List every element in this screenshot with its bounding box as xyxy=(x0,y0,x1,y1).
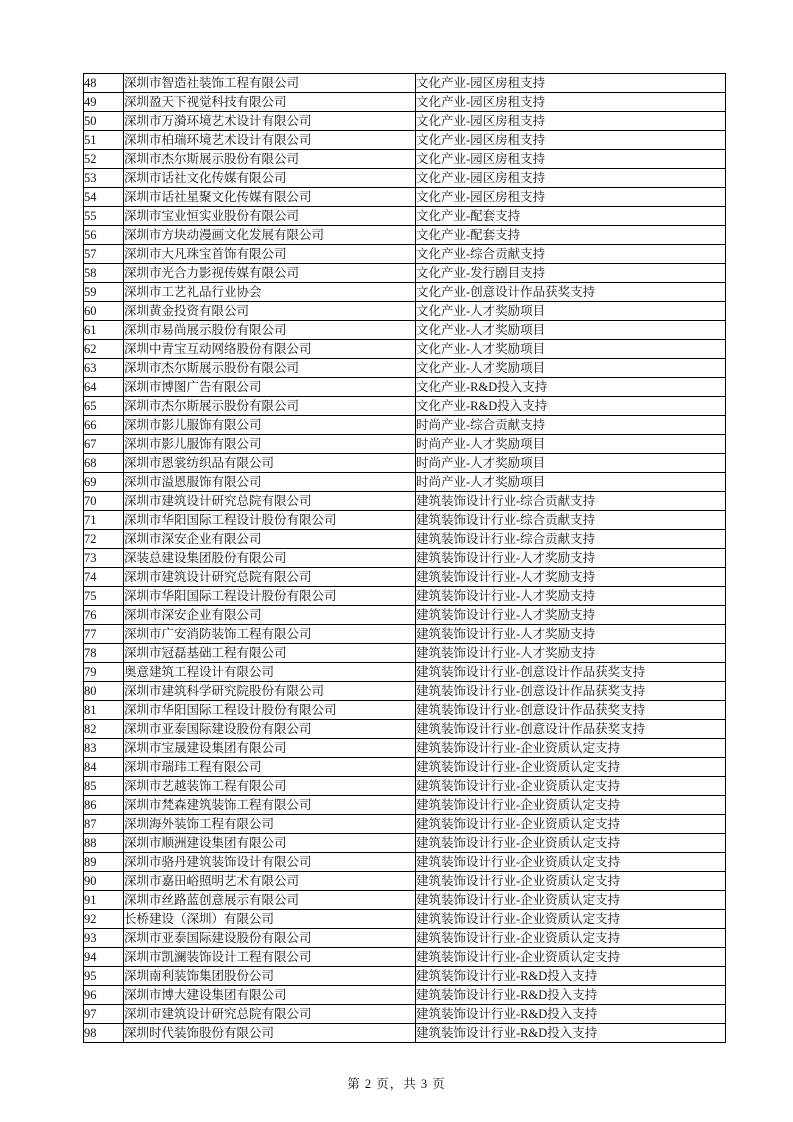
company-name-cell: 奥意建筑工程设计有限公司 xyxy=(124,663,416,682)
support-category-cell: 建筑装饰设计行业-R&D投入支持 xyxy=(416,967,726,986)
table-row xyxy=(84,739,726,758)
row-number-cell: 56 xyxy=(84,226,124,245)
company-name-cell: 深圳市梵森建筑装饰工程有限公司 xyxy=(124,796,416,815)
row-number-cell: 49 xyxy=(84,93,124,112)
row-number-cell: 82 xyxy=(84,720,124,739)
company-name-cell: 深圳市艺越装饰工程有限公司 xyxy=(124,777,416,796)
company-name-cell: 深圳市深安企业有限公司 xyxy=(124,530,416,549)
row-number-cell: 70 xyxy=(84,492,124,511)
support-category-cell: 建筑装饰设计行业-创意设计作品获奖支持 xyxy=(416,663,726,682)
table-row xyxy=(84,853,726,872)
row-number-cell: 52 xyxy=(84,150,124,169)
row-number-cell: 72 xyxy=(84,530,124,549)
row-number-cell: 88 xyxy=(84,834,124,853)
company-name-cell: 深圳市凯澜装饰设计工程有限公司 xyxy=(124,948,416,967)
company-name-cell: 深圳黄金投资有限公司 xyxy=(124,302,416,321)
company-name-cell: 深圳市华阳国际工程设计股份有限公司 xyxy=(124,511,416,530)
support-category-cell: 文化产业-R&D投入支持 xyxy=(416,397,726,416)
row-number-cell: 87 xyxy=(84,815,124,834)
row-number-cell: 78 xyxy=(84,644,124,663)
support-category-cell: 文化产业-园区房租支持 xyxy=(416,112,726,131)
table-row xyxy=(84,511,726,530)
company-name-cell: 深圳南利装饰集团股份公司 xyxy=(124,967,416,986)
company-name-cell: 深圳市影儿服饰有限公司 xyxy=(124,435,416,454)
company-name-cell: 深圳市杰尔斯展示股份有限公司 xyxy=(124,359,416,378)
row-number-cell: 62 xyxy=(84,340,124,359)
table-row xyxy=(84,967,726,986)
support-category-cell: 建筑装饰设计行业-创意设计作品获奖支持 xyxy=(416,682,726,701)
support-category-cell: 建筑装饰设计行业-企业资质认定支持 xyxy=(416,948,726,967)
table-row xyxy=(84,948,726,967)
support-category-cell: 时尚产业-人才奖励项目 xyxy=(416,473,726,492)
table-row xyxy=(84,587,726,606)
row-number-cell: 68 xyxy=(84,454,124,473)
support-category-cell: 建筑装饰设计行业-企业资质认定支持 xyxy=(416,796,726,815)
table-row xyxy=(84,93,726,112)
company-name-cell: 深圳市建筑设计研究总院有限公司 xyxy=(124,1005,416,1024)
support-category-cell: 建筑装饰设计行业-人才奖励支持 xyxy=(416,606,726,625)
support-category-cell: 文化产业-人才奖励项目 xyxy=(416,340,726,359)
company-name-cell: 深圳市话社文化传媒有限公司 xyxy=(124,169,416,188)
table-row xyxy=(84,720,726,739)
company-name-cell: 深圳市杰尔斯展示股份有限公司 xyxy=(124,150,416,169)
company-name-cell: 深圳市嘉田峪照明艺术有限公司 xyxy=(124,872,416,891)
support-category-cell: 文化产业-人才奖励项目 xyxy=(416,359,726,378)
support-category-cell: 建筑装饰设计行业-综合贡献支持 xyxy=(416,511,726,530)
support-category-cell: 建筑装饰设计行业-企业资质认定支持 xyxy=(416,910,726,929)
support-category-cell: 建筑装饰设计行业-企业资质认定支持 xyxy=(416,853,726,872)
row-number-cell: 79 xyxy=(84,663,124,682)
table-row xyxy=(84,264,726,283)
table-row xyxy=(84,891,726,910)
support-category-cell: 建筑装饰设计行业-综合贡献支持 xyxy=(416,492,726,511)
support-category-cell: 文化产业-园区房租支持 xyxy=(416,169,726,188)
row-number-cell: 61 xyxy=(84,321,124,340)
row-number-cell: 66 xyxy=(84,416,124,435)
company-name-cell: 深圳市易尚展示股份有限公司 xyxy=(124,321,416,340)
row-number-cell: 75 xyxy=(84,587,124,606)
support-category-cell: 文化产业-园区房租支持 xyxy=(416,93,726,112)
row-number-cell: 92 xyxy=(84,910,124,929)
table-row xyxy=(84,530,726,549)
company-name-cell: 深圳市宝晟建设集团有限公司 xyxy=(124,739,416,758)
company-name-cell: 深圳市博大建设集团有限公司 xyxy=(124,986,416,1005)
table-row xyxy=(84,986,726,1005)
table-row xyxy=(84,758,726,777)
table-row xyxy=(84,910,726,929)
company-name-cell: 深圳市万漪环境艺术设计有限公司 xyxy=(124,112,416,131)
support-category-cell: 建筑装饰设计行业-R&D投入支持 xyxy=(416,1005,726,1024)
support-category-cell: 建筑装饰设计行业-创意设计作品获奖支持 xyxy=(416,701,726,720)
row-number-cell: 55 xyxy=(84,207,124,226)
table-row xyxy=(84,872,726,891)
table-row xyxy=(84,701,726,720)
row-number-cell: 89 xyxy=(84,853,124,872)
row-number-cell: 64 xyxy=(84,378,124,397)
table-row xyxy=(84,397,726,416)
table-row xyxy=(84,435,726,454)
row-number-cell: 98 xyxy=(84,1024,124,1043)
table-row xyxy=(84,131,726,150)
table-row xyxy=(84,302,726,321)
company-name-cell: 深圳市工艺礼品行业协会 xyxy=(124,283,416,302)
row-number-cell: 97 xyxy=(84,1005,124,1024)
table-row xyxy=(84,796,726,815)
support-category-cell: 建筑装饰设计行业-企业资质认定支持 xyxy=(416,739,726,758)
company-name-cell: 深圳市方块动漫画文化发展有限公司 xyxy=(124,226,416,245)
row-number-cell: 86 xyxy=(84,796,124,815)
company-name-cell: 深圳市影儿服饰有限公司 xyxy=(124,416,416,435)
support-category-cell: 时尚产业-人才奖励项目 xyxy=(416,435,726,454)
support-category-cell: 文化产业-R&D投入支持 xyxy=(416,378,726,397)
company-name-cell: 深圳市顺洲建设集团有限公司 xyxy=(124,834,416,853)
table-row xyxy=(84,777,726,796)
company-name-cell: 深圳市深安企业有限公司 xyxy=(124,606,416,625)
row-number-cell: 95 xyxy=(84,967,124,986)
company-name-cell: 深圳市柏瑞环境艺术设计有限公司 xyxy=(124,131,416,150)
page-number-footer: 第 2 页，共 3 页 xyxy=(347,1077,446,1091)
company-name-cell: 深圳市光合力影视传媒有限公司 xyxy=(124,264,416,283)
row-number-cell: 53 xyxy=(84,169,124,188)
support-category-cell: 建筑装饰设计行业-R&D投入支持 xyxy=(416,986,726,1005)
table-row xyxy=(84,416,726,435)
support-category-cell: 文化产业-发行剧目支持 xyxy=(416,264,726,283)
table-row xyxy=(84,169,726,188)
table-row xyxy=(84,340,726,359)
table-row xyxy=(84,682,726,701)
row-number-cell: 69 xyxy=(84,473,124,492)
support-category-cell: 建筑装饰设计行业-人才奖励支持 xyxy=(416,625,726,644)
row-number-cell: 83 xyxy=(84,739,124,758)
company-name-cell: 深圳市博图广告有限公司 xyxy=(124,378,416,397)
table-row xyxy=(84,834,726,853)
support-category-cell: 建筑装饰设计行业-企业资质认定支持 xyxy=(416,815,726,834)
row-number-cell: 60 xyxy=(84,302,124,321)
support-category-cell: 文化产业-园区房租支持 xyxy=(416,188,726,207)
row-number-cell: 76 xyxy=(84,606,124,625)
company-name-cell: 深圳市骆丹建筑装饰设计有限公司 xyxy=(124,853,416,872)
table-row xyxy=(84,74,726,93)
company-name-cell: 长桥建设（深圳）有限公司 xyxy=(124,910,416,929)
table-row xyxy=(84,226,726,245)
support-category-cell: 建筑装饰设计行业-创意设计作品获奖支持 xyxy=(416,720,726,739)
company-name-cell: 深圳海外装饰工程有限公司 xyxy=(124,815,416,834)
table-row xyxy=(84,929,726,948)
row-number-cell: 73 xyxy=(84,549,124,568)
company-name-cell: 深圳市宝业恒实业股份有限公司 xyxy=(124,207,416,226)
row-number-cell: 94 xyxy=(84,948,124,967)
row-number-cell: 71 xyxy=(84,511,124,530)
table-row xyxy=(84,644,726,663)
support-category-cell: 文化产业-创意设计作品获奖支持 xyxy=(416,283,726,302)
funding-table xyxy=(83,73,726,1043)
row-number-cell: 91 xyxy=(84,891,124,910)
table-row xyxy=(84,492,726,511)
support-category-cell: 建筑装饰设计行业-人才奖励支持 xyxy=(416,568,726,587)
company-name-cell: 深圳盈天下视觉科技有限公司 xyxy=(124,93,416,112)
company-name-cell: 深圳市大凡珠宝首饰有限公司 xyxy=(124,245,416,264)
company-name-cell: 深圳市溢恩服饰有限公司 xyxy=(124,473,416,492)
row-number-cell: 50 xyxy=(84,112,124,131)
company-name-cell: 深圳市建筑设计研究总院有限公司 xyxy=(124,492,416,511)
row-number-cell: 90 xyxy=(84,872,124,891)
table-row xyxy=(84,378,726,397)
row-number-cell: 81 xyxy=(84,701,124,720)
table-row xyxy=(84,207,726,226)
row-number-cell: 67 xyxy=(84,435,124,454)
company-name-cell: 深圳市恩裳纺织品有限公司 xyxy=(124,454,416,473)
table-row xyxy=(84,359,726,378)
support-category-cell: 建筑装饰设计行业-企业资质认定支持 xyxy=(416,929,726,948)
company-name-cell: 深圳市话社星聚文化传媒有限公司 xyxy=(124,188,416,207)
company-name-cell: 深圳市瑞玮工程有限公司 xyxy=(124,758,416,777)
row-number-cell: 85 xyxy=(84,777,124,796)
support-category-cell: 建筑装饰设计行业-人才奖励支持 xyxy=(416,587,726,606)
support-category-cell: 建筑装饰设计行业-人才奖励支持 xyxy=(416,549,726,568)
support-category-cell: 文化产业-人才奖励项目 xyxy=(416,302,726,321)
table-row xyxy=(84,549,726,568)
company-name-cell: 深圳中青宝互动网络股份有限公司 xyxy=(124,340,416,359)
table-row xyxy=(84,473,726,492)
table-row xyxy=(84,1005,726,1024)
company-name-cell: 深圳市亚泰国际建设股份有限公司 xyxy=(124,720,416,739)
company-name-cell: 深圳市华阳国际工程设计股份有限公司 xyxy=(124,587,416,606)
company-name-cell: 深圳时代装饰股份有限公司 xyxy=(124,1024,416,1043)
company-name-cell: 深圳市冠磊基础工程有限公司 xyxy=(124,644,416,663)
row-number-cell: 77 xyxy=(84,625,124,644)
row-number-cell: 96 xyxy=(84,986,124,1005)
company-name-cell: 深圳市丝路蓝创意展示有限公司 xyxy=(124,891,416,910)
support-category-cell: 文化产业-综合贡献支持 xyxy=(416,245,726,264)
support-category-cell: 文化产业-园区房租支持 xyxy=(416,150,726,169)
support-category-cell: 建筑装饰设计行业-企业资质认定支持 xyxy=(416,777,726,796)
row-number-cell: 74 xyxy=(84,568,124,587)
row-number-cell: 93 xyxy=(84,929,124,948)
table-row xyxy=(84,815,726,834)
row-number-cell: 84 xyxy=(84,758,124,777)
support-category-cell: 建筑装饰设计行业-R&D投入支持 xyxy=(416,1024,726,1043)
company-name-cell: 深圳市杰尔斯展示股份有限公司 xyxy=(124,397,416,416)
table-row xyxy=(84,245,726,264)
row-number-cell: 57 xyxy=(84,245,124,264)
table-row xyxy=(84,606,726,625)
table-row xyxy=(84,150,726,169)
company-name-cell: 深圳市广安消防装饰工程有限公司 xyxy=(124,625,416,644)
row-number-cell: 59 xyxy=(84,283,124,302)
table-row xyxy=(84,625,726,644)
support-category-cell: 文化产业-园区房租支持 xyxy=(416,131,726,150)
company-name-cell: 深圳市建筑设计研究总院有限公司 xyxy=(124,568,416,587)
support-category-cell: 文化产业-人才奖励项目 xyxy=(416,321,726,340)
table-row xyxy=(84,112,726,131)
row-number-cell: 58 xyxy=(84,264,124,283)
support-category-cell: 文化产业-配套支持 xyxy=(416,226,726,245)
support-category-cell: 文化产业-配套支持 xyxy=(416,207,726,226)
table-row xyxy=(84,321,726,340)
support-category-cell: 建筑装饰设计行业-企业资质认定支持 xyxy=(416,891,726,910)
support-category-cell: 时尚产业-人才奖励项目 xyxy=(416,454,726,473)
table-row xyxy=(84,283,726,302)
company-name-cell: 深圳市亚泰国际建设股份有限公司 xyxy=(124,929,416,948)
table-row xyxy=(84,568,726,587)
table-row xyxy=(84,663,726,682)
support-category-cell: 建筑装饰设计行业-企业资质认定支持 xyxy=(416,834,726,853)
support-category-cell: 建筑装饰设计行业-企业资质认定支持 xyxy=(416,758,726,777)
support-category-cell: 时尚产业-综合贡献支持 xyxy=(416,416,726,435)
support-category-cell: 建筑装饰设计行业-企业资质认定支持 xyxy=(416,872,726,891)
support-category-cell: 建筑装饰设计行业-人才奖励支持 xyxy=(416,644,726,663)
company-name-cell: 深圳市智造社装饰工程有限公司 xyxy=(124,74,416,93)
company-name-cell: 深圳市华阳国际工程设计股份有限公司 xyxy=(124,701,416,720)
support-category-cell: 文化产业-园区房租支持 xyxy=(416,74,726,93)
row-number-cell: 54 xyxy=(84,188,124,207)
table-row xyxy=(84,188,726,207)
support-category-cell: 建筑装饰设计行业-综合贡献支持 xyxy=(416,530,726,549)
table-row xyxy=(84,454,726,473)
table-row xyxy=(84,1024,726,1043)
row-number-cell: 65 xyxy=(84,397,124,416)
company-name-cell: 深圳市建筑科学研究院股份有限公司 xyxy=(124,682,416,701)
row-number-cell: 80 xyxy=(84,682,124,701)
row-number-cell: 48 xyxy=(84,74,124,93)
company-name-cell: 深装总建设集团股份有限公司 xyxy=(124,549,416,568)
row-number-cell: 63 xyxy=(84,359,124,378)
row-number-cell: 51 xyxy=(84,131,124,150)
